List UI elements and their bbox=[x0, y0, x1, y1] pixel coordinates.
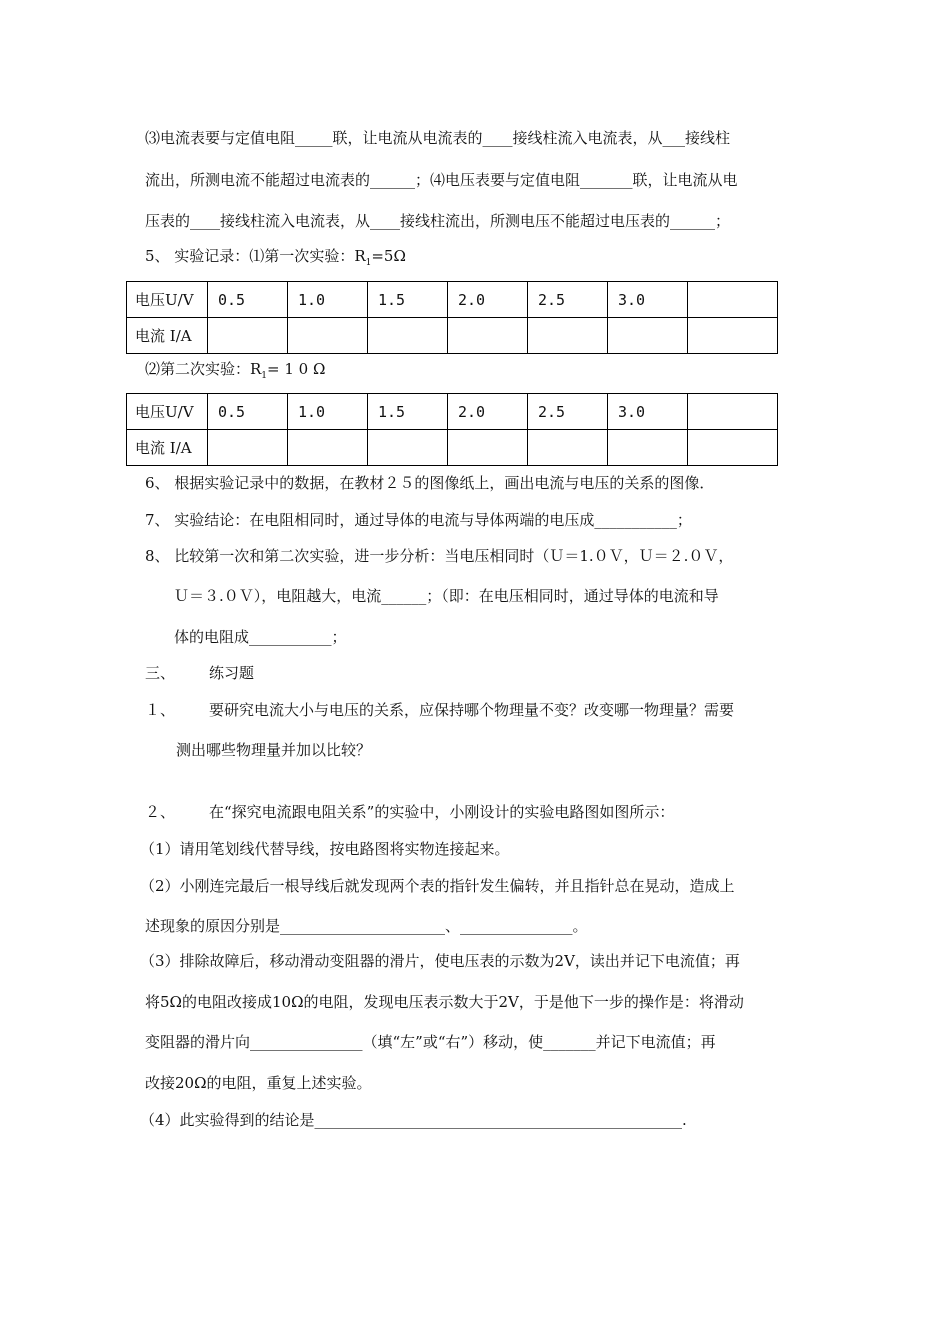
question-text: 在“探究电流跟电阻关系”的实验中，小刚设计的实验电路图如图所示： bbox=[209, 803, 675, 821]
table-cell bbox=[688, 282, 778, 318]
table-cell: 1.5 bbox=[368, 282, 448, 318]
r1-subscript: 1 bbox=[261, 371, 268, 381]
table-cell bbox=[448, 430, 528, 466]
text-line-6: 6、 根据实验记录中的数据，在教材２５的图像纸上，画出电流与电压的关系的图像． bbox=[145, 474, 715, 492]
table-cell: 电流 I/A bbox=[127, 430, 208, 466]
question-number: １、 bbox=[145, 701, 176, 719]
table-cell: 电压U/V bbox=[127, 282, 208, 318]
table-cell bbox=[368, 430, 448, 466]
table-cell bbox=[608, 318, 688, 354]
table-cell: 3.0 bbox=[608, 394, 688, 430]
section-title: 练习题 bbox=[209, 664, 255, 682]
table-cell: 2.5 bbox=[528, 282, 608, 318]
table-cell bbox=[288, 430, 368, 466]
text-line-9: Ｕ＝３.０Ｖ），电阻越大，电流______；（即：在电压相同时，通过导体的电流和导 bbox=[174, 587, 719, 605]
table-cell bbox=[688, 430, 778, 466]
question-2-part-2a: （2）小刚连完最后一根导线后就发现两个表的指针发生偏转，并且指针总在晃动，造成上 bbox=[140, 877, 735, 895]
table-cell bbox=[208, 318, 288, 354]
second-heading-prefix: ⑵第二次实验：R bbox=[145, 360, 262, 378]
table-cell bbox=[688, 318, 778, 354]
table-row-current bbox=[127, 318, 778, 354]
text-line-8: 8、 比较第一次和第二次实验，进一步分析：当电压相同时（Ｕ＝1.０Ｖ，Ｕ＝２.０Ｖ， bbox=[145, 547, 734, 565]
question-2-part-3d: 改接20Ω的电阻，重复上述实验。 bbox=[145, 1074, 372, 1092]
question-2-part-3c: 变阻器的滑片向_______________（填“左”或“右”）移动，使_______并记下电流值；再 bbox=[145, 1033, 716, 1051]
table-cell: 电流 I/A bbox=[127, 318, 208, 354]
text-line-7: 7、 实验结论：在电阻相同时，通过导体的电流与导体两端的电压成___________； bbox=[145, 511, 692, 529]
text-line-2: 流出，所测电流不能超过电流表的______；⑷电压表要与定值电阻_______联，让电流从电 bbox=[145, 171, 738, 189]
table-cell bbox=[288, 318, 368, 354]
question-2-part-3a: （3）排除故障后，移动滑动变阻器的滑片，使电压表的示数为2V，读出并记下电流值；再 bbox=[140, 952, 740, 970]
table-cell bbox=[688, 394, 778, 430]
table-cell: 1.5 bbox=[368, 394, 448, 430]
table-cell: 0.5 bbox=[208, 282, 288, 318]
table-cell bbox=[528, 318, 608, 354]
question-1-continued: 测出哪些物理量并加以比较？ bbox=[176, 741, 372, 759]
table-cell: 2.0 bbox=[448, 394, 528, 430]
question-1 bbox=[145, 700, 735, 720]
table-cell bbox=[368, 318, 448, 354]
table-cell: 3.0 bbox=[608, 282, 688, 318]
question-2-part-1: （1）请用笔划线代替导线，按电路图将实物连接起来。 bbox=[140, 840, 510, 858]
table-cell: 1.0 bbox=[288, 394, 368, 430]
record-heading-suffix: =5Ω bbox=[371, 247, 406, 265]
table-cell: 电压U/V bbox=[127, 394, 208, 430]
data-table-first bbox=[126, 281, 778, 354]
text-line-3: 压表的____接线柱流入电流表，从____接线柱流出，所测电压不能超过电压表的______； bbox=[145, 212, 731, 230]
question-2 bbox=[145, 802, 675, 822]
data-table-second bbox=[126, 393, 778, 466]
section-heading bbox=[145, 663, 255, 683]
question-2-part-3b: 将5Ω的电阻改接成10Ω的电阻，发现电压表示数大于2V，于是他下一步的操作是：将滑动 bbox=[145, 993, 744, 1011]
question-2-part-4: （4）此实验得到的结论是_________________________________________________. bbox=[140, 1111, 687, 1129]
section-number: 三、 bbox=[145, 664, 176, 682]
table-cell bbox=[448, 318, 528, 354]
text-line-1: ⑶电流表要与定值电阻_____联，让电流从电流表的____接线柱流入电流表，从___接线柱 bbox=[145, 129, 731, 147]
experiment-record-heading bbox=[145, 246, 406, 273]
table-cell: 0.5 bbox=[208, 394, 288, 430]
table-row-current bbox=[127, 430, 778, 466]
text-line-10: 体的电阻成___________； bbox=[174, 628, 347, 646]
table-row-voltage bbox=[127, 282, 778, 318]
second-experiment-heading bbox=[145, 359, 325, 386]
question-number: ２、 bbox=[145, 803, 176, 821]
question-text: 要研究电流大小与电压的关系，应保持哪个物理量不变？改变哪一物理量？需要 bbox=[209, 701, 735, 719]
second-heading-suffix: = 1 0 Ω bbox=[267, 360, 326, 378]
table-cell: 2.0 bbox=[448, 282, 528, 318]
table-cell: 2.5 bbox=[528, 394, 608, 430]
record-heading-prefix: 5、 实验记录：⑴第一次实验：R bbox=[145, 247, 366, 265]
table-cell bbox=[208, 430, 288, 466]
table-cell bbox=[528, 430, 608, 466]
r1-subscript: 1 bbox=[365, 258, 372, 268]
table-row-voltage bbox=[127, 394, 778, 430]
table-cell: 1.0 bbox=[288, 282, 368, 318]
table-cell bbox=[608, 430, 688, 466]
question-2-part-2b: 述现象的原因分别是______________________、_______________。 bbox=[145, 917, 588, 935]
